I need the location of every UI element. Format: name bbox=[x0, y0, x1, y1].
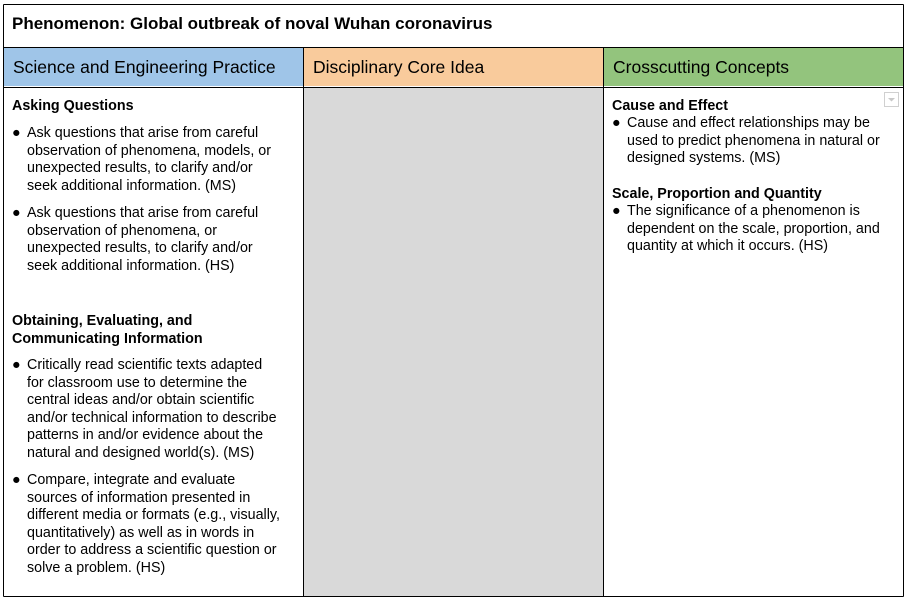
bullet-icon: ● bbox=[612, 115, 621, 131]
bullet-icon: ● bbox=[12, 205, 21, 221]
bullet-icon: ● bbox=[12, 357, 21, 373]
bullet-icon: ● bbox=[12, 125, 21, 141]
list-item: ● Cause and effect relationships may be used to predict phenomena in natural or designed systems. (MS) bbox=[612, 115, 880, 167]
section-heading-asking: Asking Questions bbox=[12, 98, 134, 114]
page-title: Phenomenon: Global outbreak of noval Wuhan coronavirus bbox=[12, 14, 493, 33]
section-heading-scale: Scale, Proportion and Quantity bbox=[612, 186, 822, 202]
chevron-down-icon[interactable] bbox=[884, 92, 899, 107]
section-heading-cause-effect: Cause and Effect bbox=[612, 98, 728, 114]
section-heading-obtaining: Obtaining, Evaluating, and Communicating Information bbox=[12, 313, 203, 347]
list-item: ● The significance of a phenomenon is dependent on the scale, proportion, and quantity at which it occurs. (HS) bbox=[612, 203, 880, 255]
list-item: ● Critically read scientific texts adapted for classroom use to determine the central ideas and/or obtain scientific and/or technical information to describe patterns in and/or evidence about the natural and designed world(s). (MS) bbox=[12, 357, 277, 461]
bullet-icon: ● bbox=[12, 472, 21, 488]
bullet-icon: ● bbox=[612, 203, 621, 219]
column-header-sep: Science and Engineering Practice bbox=[13, 57, 276, 77]
column-header-dci: Disciplinary Core Idea bbox=[313, 57, 485, 77]
list-item: ● Compare, integrate and evaluate sources of information presented in different media or formats (e.g., visually, quantitatively) as well as in words in order to address a scientific question or solve a problem. (HS) bbox=[12, 472, 280, 576]
column-header-cc: Crosscutting Concepts bbox=[613, 57, 790, 77]
list-item: ● Ask questions that arise from careful observation of phenomena, models, or unexpected results, to clarify and/or seek additional information. (MS) bbox=[12, 125, 271, 194]
list-item: ● Ask questions that arise from careful observation of phenomena, or unexpected results, to clarify and/or seek additional information. (HS) bbox=[12, 205, 259, 274]
